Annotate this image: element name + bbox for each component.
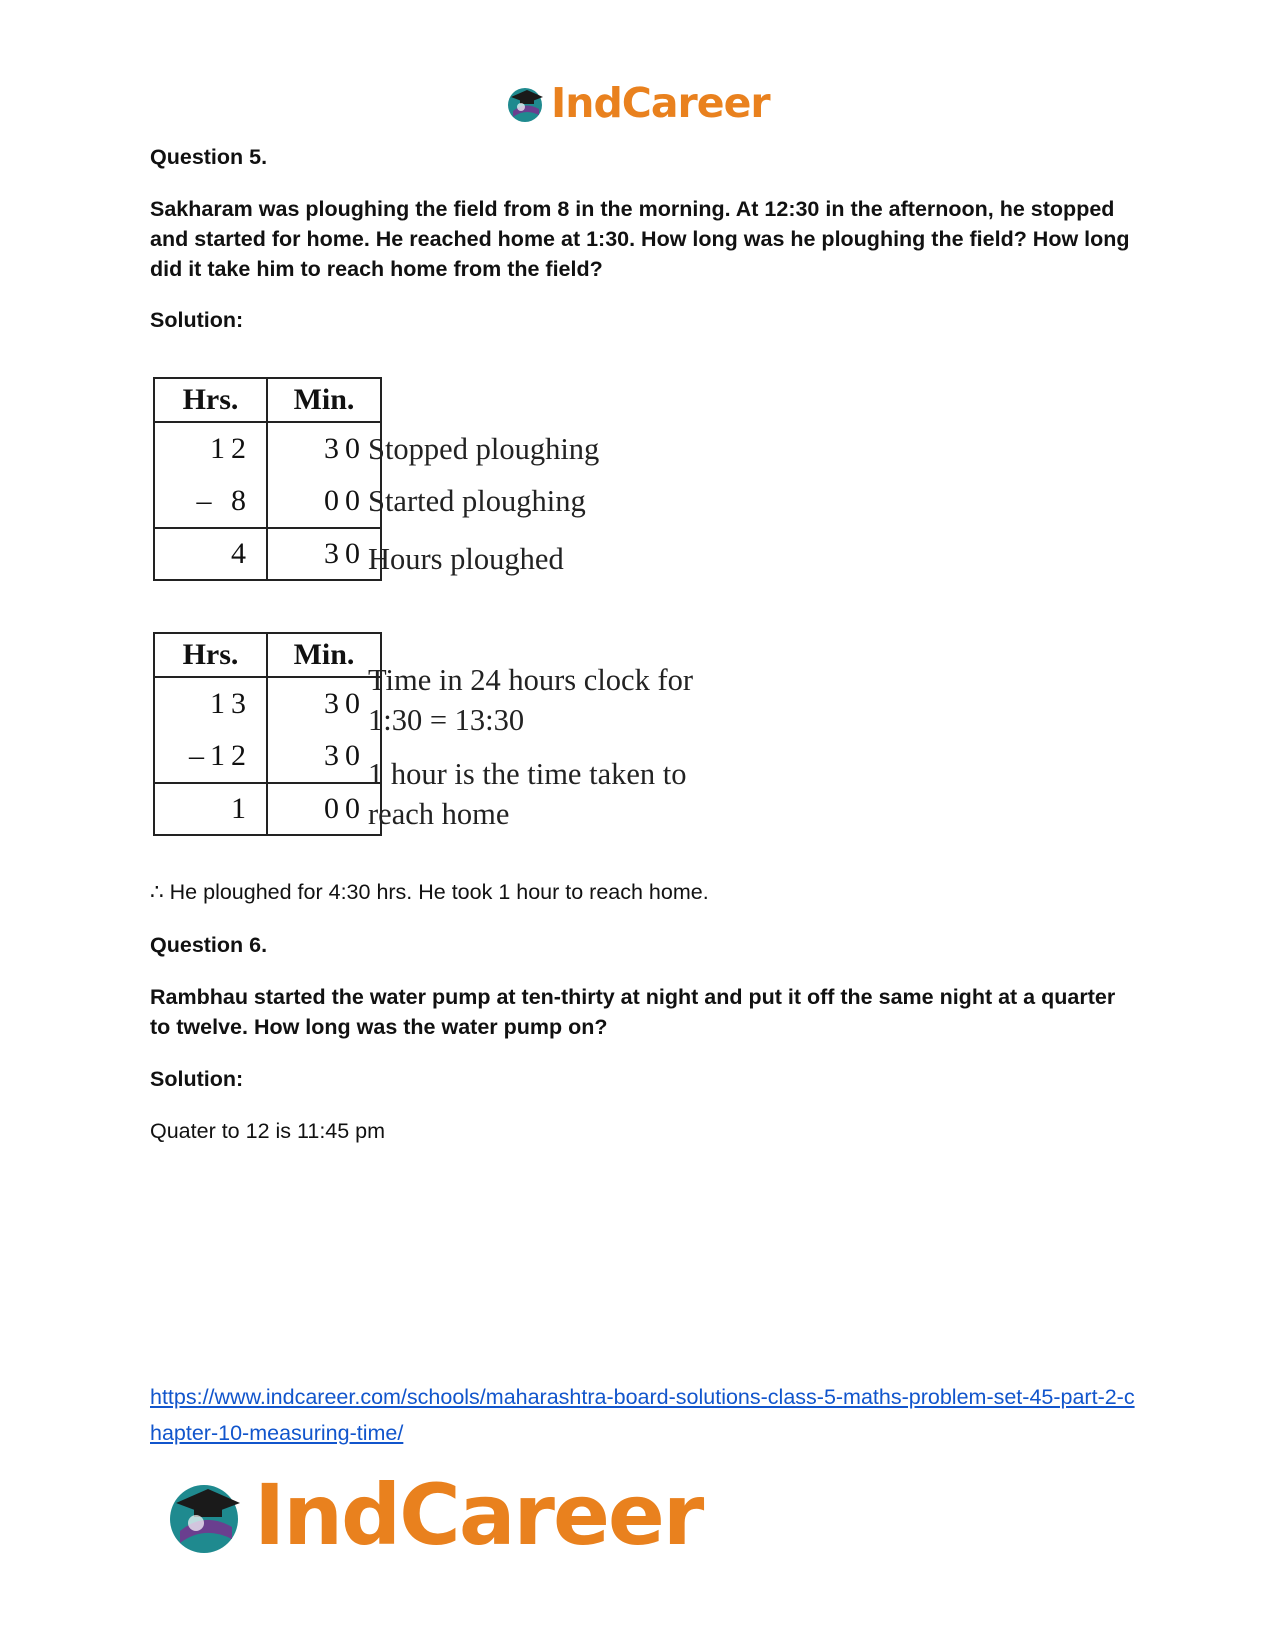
min-cell: 30 <box>267 422 381 475</box>
subtraction-table-home <box>153 632 382 836</box>
source-link[interactable]: https://www.indcareer.com/schools/maharashtra-board-solutions-class-5-maths-problem-set-45-part-2-chapter-10-measuring-time/ <box>150 1385 1135 1445</box>
hrs-header: Hrs. <box>154 378 267 422</box>
note-reach-home: reach home <box>368 797 510 831</box>
row-label-hours-ploughed: Hours ploughed <box>368 542 564 576</box>
question-5-heading: Question 5. <box>150 145 268 169</box>
min-header: Min. <box>267 633 381 677</box>
table-row <box>154 422 381 475</box>
table-row <box>154 528 381 580</box>
hrs-cell: 1 <box>154 783 267 835</box>
table-row <box>154 730 381 783</box>
question-6-heading: Question 6. <box>150 933 268 957</box>
graduation-globe-icon <box>503 81 547 125</box>
row-label-stopped: Stopped ploughing <box>368 432 600 466</box>
indcareer-logo-bottom <box>160 1465 702 1565</box>
hrs-header: Hrs. <box>154 633 267 677</box>
row-label-started: Started ploughing <box>368 484 586 518</box>
min-cell: 30 <box>267 730 381 783</box>
hrs-cell: –12 <box>154 730 267 783</box>
table-row <box>154 475 381 528</box>
question-6-text: Rambhau started the water pump at ten-thirty at night and put it off the same night at a quarter to twelve. How long was the water pump on? <box>150 985 1116 1039</box>
subtraction-table-ploughing <box>153 377 382 581</box>
hrs-cell: 12 <box>154 422 267 475</box>
hrs-cell: – 8 <box>154 475 267 528</box>
min-cell: 30 <box>267 677 381 730</box>
question-6-solution-label: Solution: <box>150 1067 244 1091</box>
brand-name: IndCareer <box>551 79 770 127</box>
indcareer-logo-top <box>503 78 770 128</box>
min-header: Min. <box>267 378 381 422</box>
note-time-taken: 1 hour is the time taken to <box>368 757 687 791</box>
question-5-answer: ∴ He ploughed for 4:30 hrs. He took 1 hour to reach home. <box>150 880 709 904</box>
hrs-cell: 4 <box>154 528 267 580</box>
hrs-cell: 13 <box>154 677 267 730</box>
table-row <box>154 677 381 730</box>
question-5-text: Sakharam was ploughing the field from 8 in the morning. At 12:30 in the afternoon, he stopped and started for home. He reached home at 1:30. How long was he ploughing the field? How long did it take him to reach home from the field? <box>150 197 1130 281</box>
brand-name: IndCareer <box>254 1466 703 1564</box>
question-6-answer: Quater to 12 is 11:45 pm <box>150 1119 386 1143</box>
note-24-hour-clock: Time in 24 hours clock for <box>368 663 694 697</box>
question-5-solution-label: Solution: <box>150 308 244 332</box>
table-row <box>154 783 381 835</box>
note-conversion: 1:30 = 13:30 <box>368 703 525 737</box>
min-cell: 00 <box>267 783 381 835</box>
graduation-globe-icon <box>160 1471 248 1559</box>
min-cell: 00 <box>267 475 381 528</box>
min-cell: 30 <box>267 528 381 580</box>
